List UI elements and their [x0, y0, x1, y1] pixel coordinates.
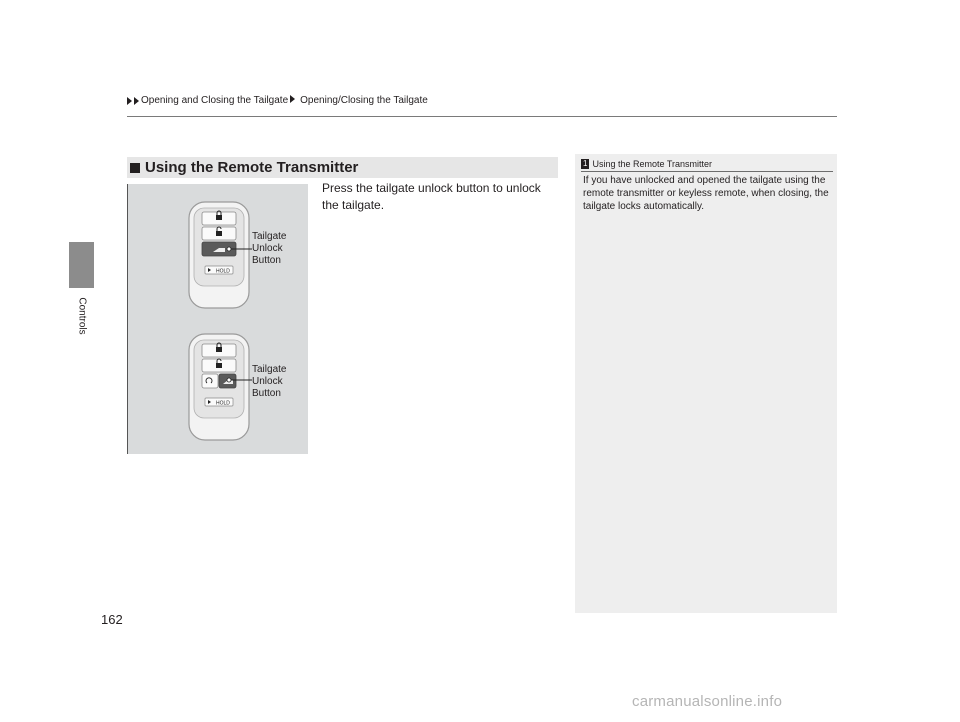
remote-transmitter-top — [189, 202, 252, 308]
reference-note — [575, 154, 837, 613]
instruction-text: Press the tailgate unlock button to unlock the tailgate. — [322, 181, 541, 212]
note-text: If you have unlocked and opened the tailgate using the remote transmitter or keyless remote, when closing, the tailgate locks automatically. — [583, 175, 829, 212]
header-divider — [127, 116, 837, 117]
section-heading — [127, 157, 558, 178]
chapter-tab — [69, 242, 94, 288]
svg-text:HOLD: HOLD — [216, 400, 230, 407]
section-bullet-icon — [130, 163, 140, 173]
note-title: Using the Remote Transmitter — [592, 159, 712, 169]
chevron-right-icon — [134, 97, 139, 105]
lock-icon — [216, 215, 222, 220]
unlock-icon — [216, 231, 222, 236]
hold-label: HOLD — [216, 268, 230, 275]
remote-illustration — [128, 184, 308, 454]
chevron-right-icon — [127, 97, 132, 105]
callout-label-top: Tailgate Unlock Button — [252, 231, 287, 266]
chevron-right-icon — [290, 95, 295, 103]
remote-figure — [127, 184, 308, 454]
watermark: carmanualsonline.info — [632, 693, 783, 710]
callout-label-bottom: Tailgate Unlock Button — [252, 364, 287, 399]
section-title: Using the Remote Transmitter — [145, 159, 359, 176]
breadcrumb — [127, 94, 428, 108]
breadcrumb-item[interactable]: Opening/Closing the Tailgate — [300, 95, 428, 106]
page-number: 162 — [101, 612, 123, 627]
breadcrumb-item[interactable]: Opening and Closing the Tailgate — [141, 95, 289, 106]
note-number: 1 — [583, 159, 588, 168]
note-heading — [581, 158, 833, 172]
chapter-label: Controls — [76, 297, 88, 335]
remote-transmitter-bottom — [189, 334, 252, 440]
